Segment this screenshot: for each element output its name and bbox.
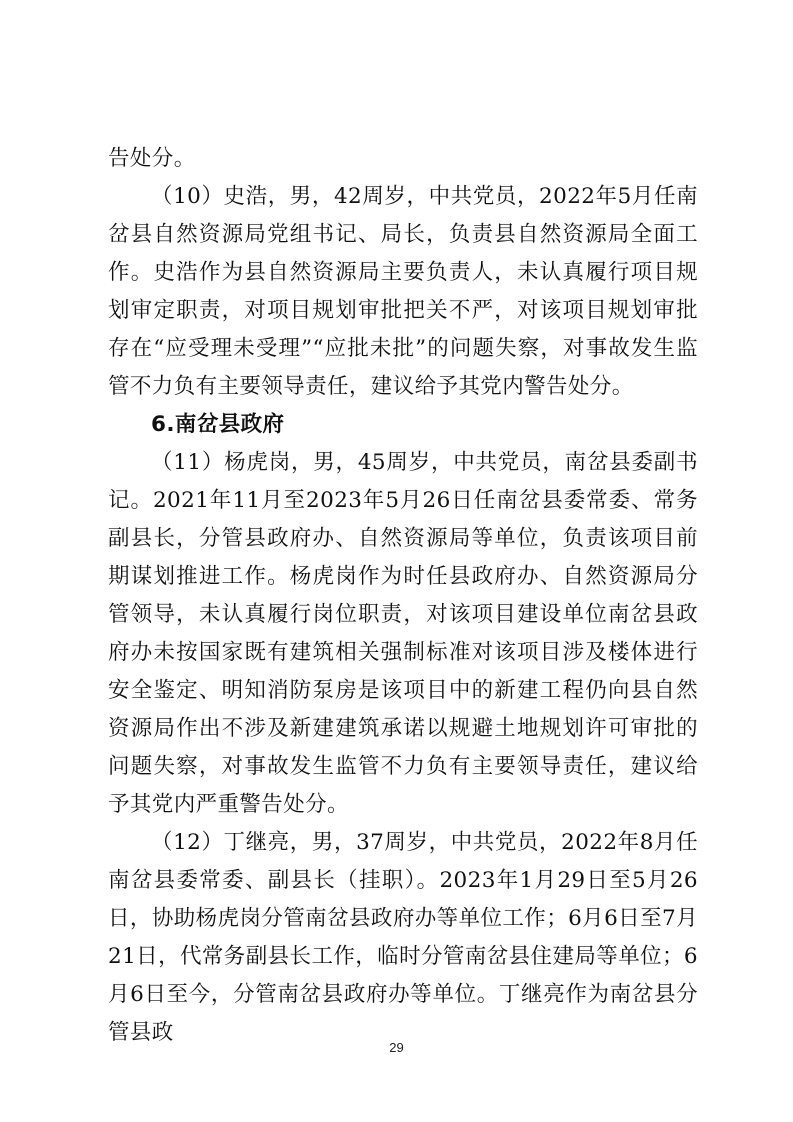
paragraph-item-11: （11）杨虎岗，男，45周岁，中共党员，南岔县委副书记。2021年11月至2023年5月26日任南岔县委常委、常务副县长，分管县政府办、自然资源局等单位，负责该项目前期谋划推进工作。杨虎岗作为时任县政府办、自然资源局分管领导，未认真履行岗位职责，对该项目建设单位南岔县政府办未按国家既有建筑相关强制标准对该项目涉及楼体进行安全鉴定、明知消防泵房是该项目中的新建工程仍向县自然资源局作出不涉及新建建筑承诺以规避土地规划许可审批的问题失察，对事故发生监管不力负有主要领导责任，建议给予其党内严重警告处分。 [108, 450, 698, 817]
page-number: 29 [389, 1040, 404, 1055]
paragraph-item-12: （12）丁继亮，男，37周岁，中共党员，2022年8月任南岔县委常委、副县长（挂职）。2023年1月29日至5月26日，协助杨虎岗分管南岔县政府办等单位工作；6月6日至7月21日，代常务副县长工作，临时分管南岔县住建局等单位；6月6日至今，分管南岔县政府办等单位。丁继亮作为南岔县分管县政 [108, 830, 698, 1045]
paragraph-continuation: 告处分。 [108, 146, 196, 171]
paragraph-item-10: （10）史浩，男，42周岁，中共党员，2022年5月任南岔县自然资源局党组书记、局长，负责县自然资源局全面工作。史浩作为县自然资源局主要负责人，未认真履行项目规划审定职责，对项目规划审批把关不严，对该项目规划审批存在“应受理未受理”“应批未批”的问题失察，对事故发生监管不力负有主要领导责任，建议给予其党内警告处分。 [108, 184, 698, 399]
document-body [108, 140, 698, 1052]
section-heading: 6.南岔县政府 [151, 412, 285, 437]
